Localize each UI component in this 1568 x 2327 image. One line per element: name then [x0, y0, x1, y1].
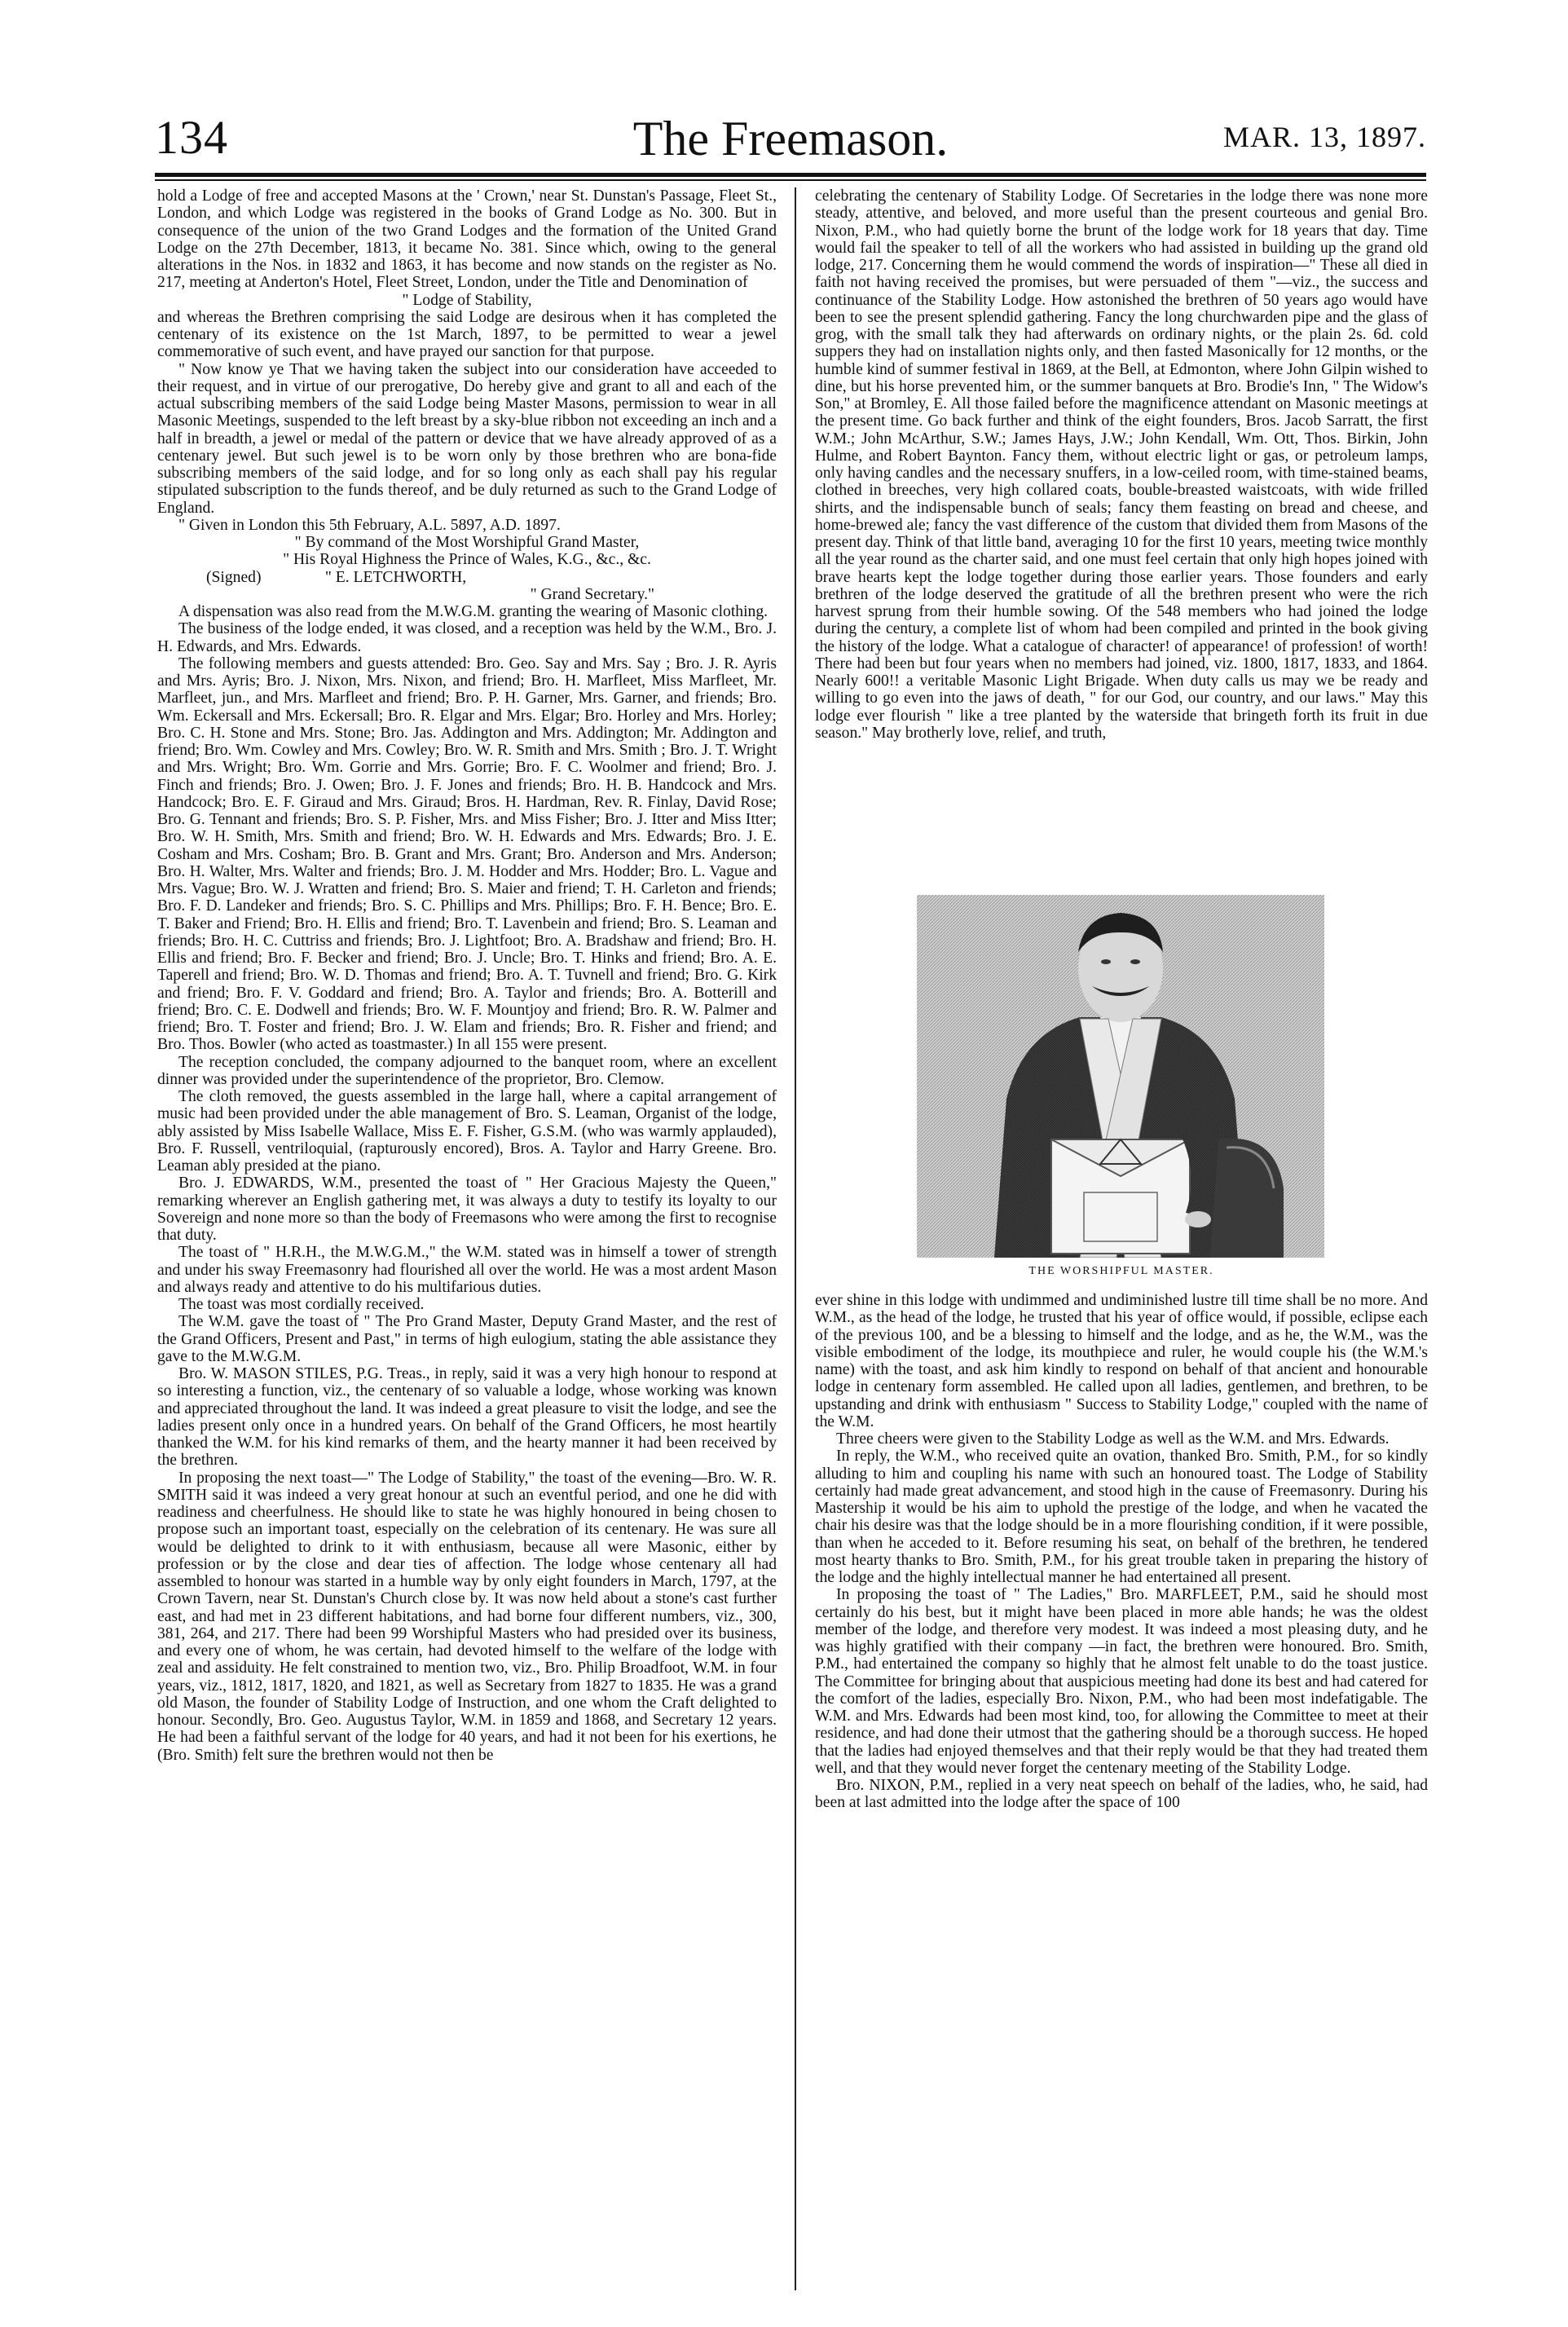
portrait-engraving [917, 895, 1324, 1258]
article-paragraph: ever shine in this lodge with undimmed and undiminished lustre till time shall be no more. And W.M., as the head of the lodge, he trusted that his year of office would, if possible, eclipse each of the previous 100, and be a blessing to himself and the lodge, and as he, the W.M., was the visible embodiment of the lodge, its mouthpiece and ruler, he would couple his (the W.M.'s name) with the toast, and ask him kindly to respond on behalf of that ancient and honourable lodge in centenary form assembled. He called upon all ladies, gentlemen, and brethren, to be upstanding and drink with enthusiasm " Success to Stability Lodge," coupled with the name of the W.M. [815, 1292, 1428, 1430]
warrant-date-line: " Given in London this 5th February, A.L. 5897, A.D. 1897. [178, 516, 561, 534]
column-divider [795, 187, 796, 2290]
article-paragraph: The cloth removed, the guests assembled in the large hall, where a capital arrangement of music had been provided under the able management of Bro. S. Leaman, Organist of the lodge, ably assisted by Miss Isabelle Wallace, Miss E. F. Fisher, G.S.M. (who was warmly applauded), Bro. F. Russell, ventriloquial, (rapturously encored), Bros. A. Taylor and Harry Greene. Bro. Leaman ably presided at the piano. [157, 1088, 777, 1175]
worshipful-master-portrait [917, 895, 1324, 1258]
lodge-name-line: " Lodge of Stability, [402, 291, 532, 309]
portrait-caption: THE WORSHIPFUL MASTER. [1028, 1265, 1214, 1277]
page-number: 134 [155, 111, 228, 164]
article-paragraph: The W.M. gave the toast of " The Pro Grand Master, Deputy Grand Master, and the rest of the Grand Officers, Present and Past," in terms of high eulogium, stating the able assistance they gave to the M.W.G.M. [157, 1313, 777, 1365]
article-paragraph: and whereas the Brethren comprising the said Lodge are desirous when it has completed the centenary of its existence on the 1st March, 1897, to be permitted to wear a jewel commemorative of such event, and have prayed our sanction for that purpose. [157, 308, 777, 361]
signature-line: (Signed) " E. LETCHWORTH, [206, 568, 467, 586]
attendees-paragraph: The following members and guests attended: Bro. Geo. Say and Mrs. Say ; Bro. J. R. Ayris and Mrs. Ayris; Bro. J. Nixon, Mrs. Nixon, and friend; Bro. H. Marfleet, Miss Marfleet, Mr. Marfleet, jun., and Mrs. Marfleet and friend; Bro. P. H. Garner, Mrs. Garner, and friends; Bro. Wm. Eckersall and Mrs. Eckersall; Bro. R. Elgar and Mrs. Elgar; Bro. Horley and Mrs. Horley; Bro. C. H. Stone and Mrs. Stone; Bro. Jas. Addington and Mrs. Addington; Mr. Addington and friend; Bro. Wm. Cowley and Mrs. Cowley; Bro. W. R. Smith and Mrs. Smith ; Bro. J. T. Wright and Mrs. Wright; Bro. Wm. Gorrie and Mrs. Gorrie; Bro. F. C. Woolmer and friend; Bro. J. Finch and friends; Bro. J. Owen; Bro. J. F. Jones and friends; Bro. H. B. Handcock and Mrs. Handcock; Bro. E. F. Giraud and Mrs. Giraud; Bros. H. Hardman, Rev. R. Finlay, David Rose; Bro. G. Tennant and friends; Bro. S. P. Fisher, Mrs. and Miss Fisher; Bro. J. Itter and Miss Itter; Bro. W. H. Smith, Mrs. Smith and friend; Bro. W. H. Edwards and Mrs. Edwards; Bro. J. E. Cosham and Mrs. Cosham; Bro. B. Grant and Mrs. Grant; Bro. Anderson and Mrs. Anderson; Bro. H. Walter, Mrs. Walter and friends; Bro. J. M. Hodder and Mrs. Hodder; Bro. L. Vague and Mrs. Vague; Bro. W. J. Wratten and friend; Bro. S. Maier and friend; T. H. Carleton and friends; Bro. F. D. Landeker and friends; Bro. S. C. Phillips and Mrs. Phillips; Bro. F. H. Bence; Bro. E. T. Baker and Friend; Bro. H. Ellis and friend; Bro. T. Lavenbein and friend; Bro. S. Leaman and friends; Bro. H. C. Cuttriss and friends; Bro. J. Lightfoot; Bro. A. Bradshaw and friend; Bro. H. Ellis and friend; Bro. F. Becker and friend; Bro. J. Uncle; Bro. T. Hinks and friend; Bro. A. E. Taperell and friend; Bro. W. D. Thomas and friend; Bro. A. T. Tuvnell and friend; Bro. G. Kirk and friend; Bro. F. V. Goddard and friend; Bro. A. Taylor and friends; Bro. A. Botterill and friend; Bro. C. E. Dodwell and friends; Bro. W. F. Mountjoy and friend; Bro. R. W. Palmer and friend; Bro. T. Foster and friend; Bro. J. W. Elam and friends; Bro. R. Fisher and friend; and Bro. Thos. Bowler (who acted as toastmaster.) In all 155 were present. [157, 654, 777, 1054]
left-column [157, 187, 777, 2290]
article-paragraph: A dispensation was also read from the M.W.G.M. granting the wearing of Masonic clothing. [178, 603, 769, 620]
article-paragraph: In proposing the toast of " The Ladies," Bro. MARFLEET, P.M., said he should most certainly do his best, but it might have been placed in more able hands; he was the oldest member of the lodge, and therefore very modest. It was indeed a most pleasing duty, and he was highly gratified with their company —in fact, the brethren were honoured. Bro. Smith, P.M., had entertained the company so highly that he almost felt unable to do the toast justice. The Committee for bringing about that auspicious meeting had done its best and had catered for the comfort of the ladies, especially Bro. Nixon, P.M., who had been most indefatigable. The W.M. and Mrs. Edwards had been most kind, too, for allowing the Committee to meet at their residence, and had done their utmost that the gathering should be a thorough success. He hoped that the ladies had enjoyed themselves and that their reply would be that they had treated them well, and that they would never forget the centenary meeting of the Stability Lodge. [815, 1586, 1428, 1777]
article-paragraph: hold a Lodge of free and accepted Masons at the ' Crown,' near St. Dunstan's Passage, Fleet St., London, and which Lodge was registered in the books of Grand Lodge as No. 300. But in consequence of the union of the two Grand Lodges and the formation of the United Grand Lodge on the 27th December, 1813, it became No. 381. Since which, owing to the general alterations in the Nos. in 1832 and 1863, it has become and now stands on the register as No. 217, meeting at Anderton's Hotel, Fleet Street, London, under the Title and Denomination of [157, 187, 777, 292]
article-paragraph: Three cheers were given to the Stability Lodge as well as the W.M. and Mrs. Edwards. [836, 1430, 1390, 1448]
right-column-bottom [815, 1292, 1428, 2290]
article-paragraph: The business of the lodge ended, it was closed, and a reception was held by the W.M., Bro. J. H. Edwards, and Mrs. Edwards. [157, 620, 777, 655]
article-paragraph: Bro. W. MASON STILES, P.G. Treas., in reply, said it was a very high honour to respond at so interesting a function, viz., the centenary of so valuable a lodge, whose working was known and appreciated throughout the land. It was indeed a great pleasure to visit the lodge, and see the ladies present only once in a hundred years. On behalf of the Grand Officers, he most heartily thanked the W.M. for his kind remarks of them, and the hearty manner it had been received by the brethren. [157, 1365, 777, 1470]
header-rule-thick [155, 173, 1426, 177]
article-paragraph: The toast of " H.R.H., the M.W.G.M.," the W.M. stated was in himself a tower of strength and under his sway Freemasonry had flourished all over the world. He was a most ardent Mason and always ready and attentive to do his multifarious duties. [157, 1244, 777, 1296]
article-paragraph: In proposing the next toast—" The Lodge of Stability," the toast of the evening—Bro. W. R. SMITH said it was indeed a very great honour at such an eventful period, and one he did with readiness and cheerfulness. He should like to state he was highly honoured in being chosen to propose such an important toast, especially on the celebration of its centenary. He was sure all would be delighted to drink to it with enthusiasm, because all were Masonic, either by profession or by the close and dear ties of affection. The lodge whose centenary all had assembled to honour was started in a humble way by only eight founders in March, 1797, at the Crown Tavern, near St. Dunstan's Church close by. It was now held about a stone's cast further east, and had met in 23 different habitations, and had borne four different numbers, viz., 300, 381, 264, and 217. There had been 99 Worshipful Masters who had presided over its business, and every one of whom, he was certain, had devoted himself to the welfare of the lodge with zeal and assiduity. He felt constrained to mention two, viz., Bro. Philip Broadfoot, W.M. in four years, viz., 1812, 1817, 1820, and 1821, as well as Secretary from 1827 to 1835. He was a grand old Mason, the founder of Stability Lodge of Instruction, and one whom the Craft delighted to honour. Secondly, Bro. Geo. Augustus Taylor, W.M. in 1859 and 1868, and Secretary 12 years. He had been a faithful servant of the lodge for 40 years, and had it not been for his exertions, he (Bro. Smith) felt sure the brethren would not then be [157, 1469, 777, 1764]
issue-date: MAR. 13, 1897. [1222, 121, 1426, 153]
article-paragraph: The toast was most cordially received. [178, 1296, 425, 1313]
signature-title: " Grand Secretary." [530, 585, 654, 603]
header-rule-thin [155, 179, 1426, 181]
article-paragraph: celebrating the centenary of Stability Lodge. Of Secretaries in the lodge there was none more steady, attentive, and beloved, and more useful than the present courteous and genial Bro. Nixon, P.M., who had quietly borne the brunt of the lodge work for 18 years that day. Time would fail the speaker to tell of all the workers who had assisted in building up the grand old lodge, 217. Concerning them he would commend the words of inspiration—" These all died in faith not having received the promises, but were persuaded of them "—viz., the success and continuance of the Stability Lodge. How astonished the brethren of 50 years ago would have been to see the present splendid gathering. Fancy the long churchwarden pipe and the glass of grog, with the small talk they had afterwards on ordinary nights, or the plain 2s. 6d. cold suppers they had on installation nights only, and then fasted Masonically for 12 months, or the humble kind of summer festival in 1869, at the Bell, at Edmonton, where John Gilpin wished to dine, but his horse prevented him, or the summer banquets at Bro. Brodie's Inn, " The Widow's Son," at Bromley, E. All those failed before the magnificence attendant on Masonic meetings at the present time. Go back further and think of the eight founders, Bros. Jacob Sarratt, the first W.M.; John McArthur, S.W.; James Hays, J.W.; John Kendall, Wm. Ott, Thos. Birkin, John Hulme, and Robert Baynton. Fancy them, without electric light or gas, or petroleum lamps, only having candles and the necessary snuffers, in a low-ceiled room, with time-stained beams, clothed in breeches, very high collared coats, bouble-breasted waistcoats, with wide frilled shirts, and the indispensable bunch of seals; fancy them feasting on bread and cheese, and home-brewed ale; fancy the vast difference of the custom that divided them from Masons of the present day. Think of that little band, averaging 10 for the first 10 years, meeting twice monthly all the year round as the charter said, and one must feel certain that only high hopes joined with brave hearts kept the lodge together during those earlier years. Those founders and early brethren of the lodge deserved the gratitude of all the brethren present who were the rich harvest sprung from their humble sowing. Of the 548 members who had joined the lodge during the century, a complete list of whom had been compiled and printed in the book giving the history of the lodge. What a catalogue of character! of appearance! of profession! of worth! There had been but four years when no members had joined, viz. 1800, 1817, 1833, and 1864. Nearly 600!! a veritable Masonic Light Brigade. When duty calls us may we be ready and willing to go even into the jaws of death, " for our God, our country, and our laws." May this lodge ever flourish " like a tree planted by the waterside that bringeth forth its fruit in due season." May brotherly love, relief, and truth, [815, 187, 1428, 742]
warrant-royal-line: " His Royal Highness the Prince of Wales, K.G., &c., &c. [283, 551, 651, 569]
article-paragraph: Bro. NIXON, P.M., replied in a very neat speech on behalf of the ladies, who, he said, had been at last admitted into the lodge after the space of 100 [815, 1777, 1428, 1812]
article-paragraph: In reply, the W.M., who received quite an ovation, thanked Bro. Smith, P.M., for so kindly alluding to him and coupling his name with such an honoured toast. The Lodge of Stability certainly had made great advancement, and stood high in the cause of Freemasonry. During his Mastership it would be his aim to uphold the prestige of the lodge, and when he vacated the chair his desire was that the lodge should be in a more flourishing condition, if it were possible, than when he acceded to it. Before resuming his seat, on behalf of the brethren, he tendered most hearty thanks to Bro. Smith, P.M., for his great trouble taken in preparing the history of the lodge and the highly intellectual manner he had entertained all present. [815, 1448, 1428, 1586]
page-header [155, 111, 1426, 173]
masthead-title: The Freemason. [632, 112, 949, 165]
article-paragraph: Bro. J. EDWARDS, W.M., presented the toast of " Her Gracious Majesty the Queen," remarking wherever an English gathering met, it was always a duty to testify its loyalty to our Sovereign and none more so than the body of Freemasons who were among the first to recognise that duty. [157, 1175, 777, 1244]
warrant-command-line: " By command of the Most Worshipful Grand Master, [294, 534, 640, 551]
article-paragraph: The reception concluded, the company adjourned to the banquet room, where an excellent dinner was provided under the superintendence of the proprietor, Bro. Clemow. [157, 1053, 777, 1088]
article-paragraph: " Now know ye That we having taken the subject into our consideration have acceeded to their request, and in virtue of our prerogative, Do hereby give and grant to all and each of the actual subscribing members of the said Lodge being Master Masons, permission to wear in all Masonic Meetings, suspended to the left breast by a sky-blue ribbon not exceeding an inch and a half in breadth, a jewel or medal of the pattern or device that we have already approved of as a centenary jewel. But such jewel is to be worn only by those brethren who are bona-fide subscribing members of the said lodge, and for so long only as each shall pay his regular stipulated subscription to the funds thereof, and be duly returned as such to the Grand Lodge of England. [157, 360, 777, 517]
